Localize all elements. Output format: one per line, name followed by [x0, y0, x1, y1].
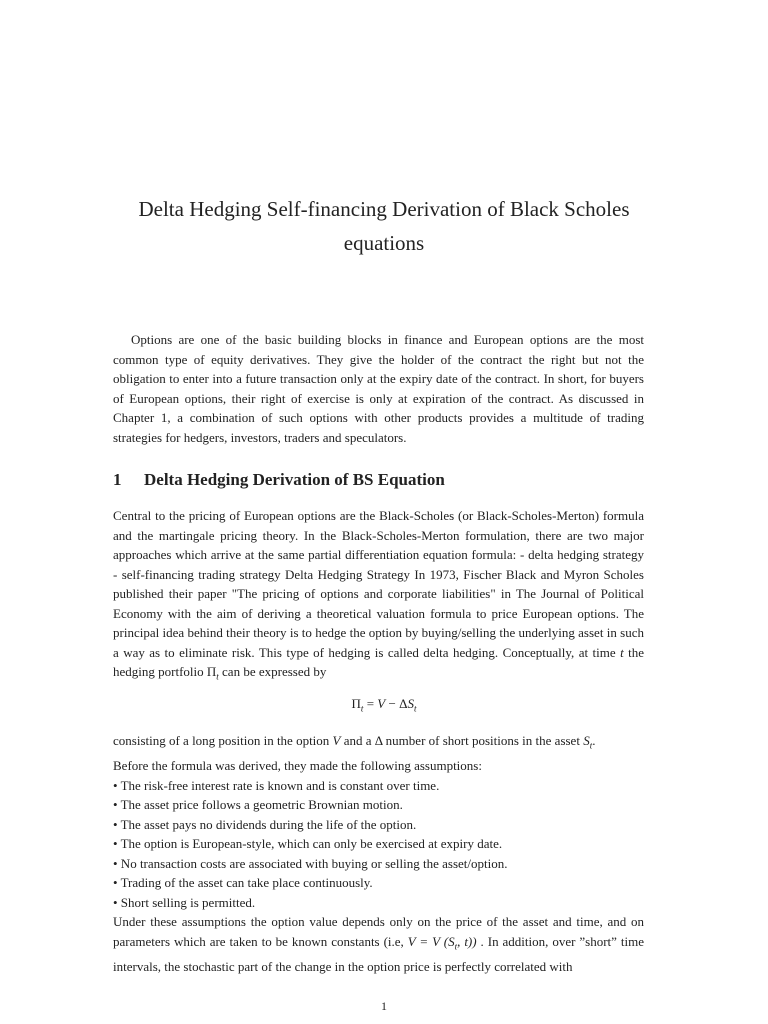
abstract-paragraph: Options are one of the basic building blocks in finance and European options are the most common type of equity derivatives. They give the holder of the contract the right but not the obligation to enter into a future transaction only at the expiry date of the contract. In short, for buyers of European options, their right of exercise is only at expiration of the contract. As discussed in Chapter 1, a combination of such options with other products provides a multitude of trading strategies for hedgers, investors, traders and speculators. [113, 332, 644, 445]
body-paragraph-2 [113, 731, 644, 976]
assumption-item: • The risk-free interest rate is known and is constant over time. [113, 777, 440, 793]
body-paragraph-1-tail: Conceptually, at time t the hedging portfolio $\Pi_t$ can be expressed by [113, 644, 644, 682]
assumption-item: • The asset pays no dividends during the life of the option. [113, 816, 417, 832]
assumption-item: • The option is European-style, which can only be exercised at expiry date. [113, 836, 503, 852]
hedging-portfolio-equation: $\Pi_t = V - \Delta S_t$ [351, 696, 417, 714]
document-title [110, 192, 658, 260]
section-number: 1 [113, 470, 122, 489]
section-heading [113, 470, 445, 490]
title-line-1: Delta Hedging Self-financing Derivation of Black Scholes [138, 197, 630, 221]
body-paragraph-1 [113, 506, 644, 687]
assumption-item: • Short selling is permitted. [113, 894, 256, 910]
assumption-item: • The asset price follows a geometric Brownian motion. [113, 797, 403, 813]
body-paragraph-2-line-1: consisting of a long position in the option V and a Δ number of short positions in the asset $S_t$. [113, 733, 596, 751]
title-line-2: equations [343, 231, 425, 255]
assumption-item: • No transaction costs are associated with buying or selling the asset/option. [113, 855, 508, 871]
section-title: Delta Hedging Derivation of BS Equation [144, 470, 445, 489]
body-paragraph-2-line-2: Before the formula was derived, they made the following assumptions: [113, 758, 482, 774]
page-number: 1 [381, 999, 387, 1013]
closing-paragraph: Under these assumptions the option value depends only on the price of the asset and time, and on parameters which are taken to be known constants (i.e, V = V ($S_t$, t)) . In addition, over ”short” time intervals, the stochastic part of the change in the option price is perfectly correlated with [113, 914, 644, 974]
assumption-item: • Trading of the asset can take place continuously. [113, 875, 373, 891]
body-paragraph-1-text: Central to the pricing of European options are the Black-Scholes (or Black-Scholes-Merton) formula and the martingale pricing theory. In the Black-Scholes-Merton formulation, there are two major approaches which arrive at the same partial differentiation equation formula: - delta hedging strategy - self-financing trading strategy Delta Hedging Strategy In 1973, Fischer Black and Myron Scholes published their paper "The pricing of options and corporate liabilities" in The Journal of Political Economy with the aim of deriving a theoretical valuation formula to price European options. The principal idea behind their theory is to hedge the option by buying/selling the underlying asset in such a way as to eliminate risk. This type of hedging is called delta hedging. [113, 508, 644, 660]
